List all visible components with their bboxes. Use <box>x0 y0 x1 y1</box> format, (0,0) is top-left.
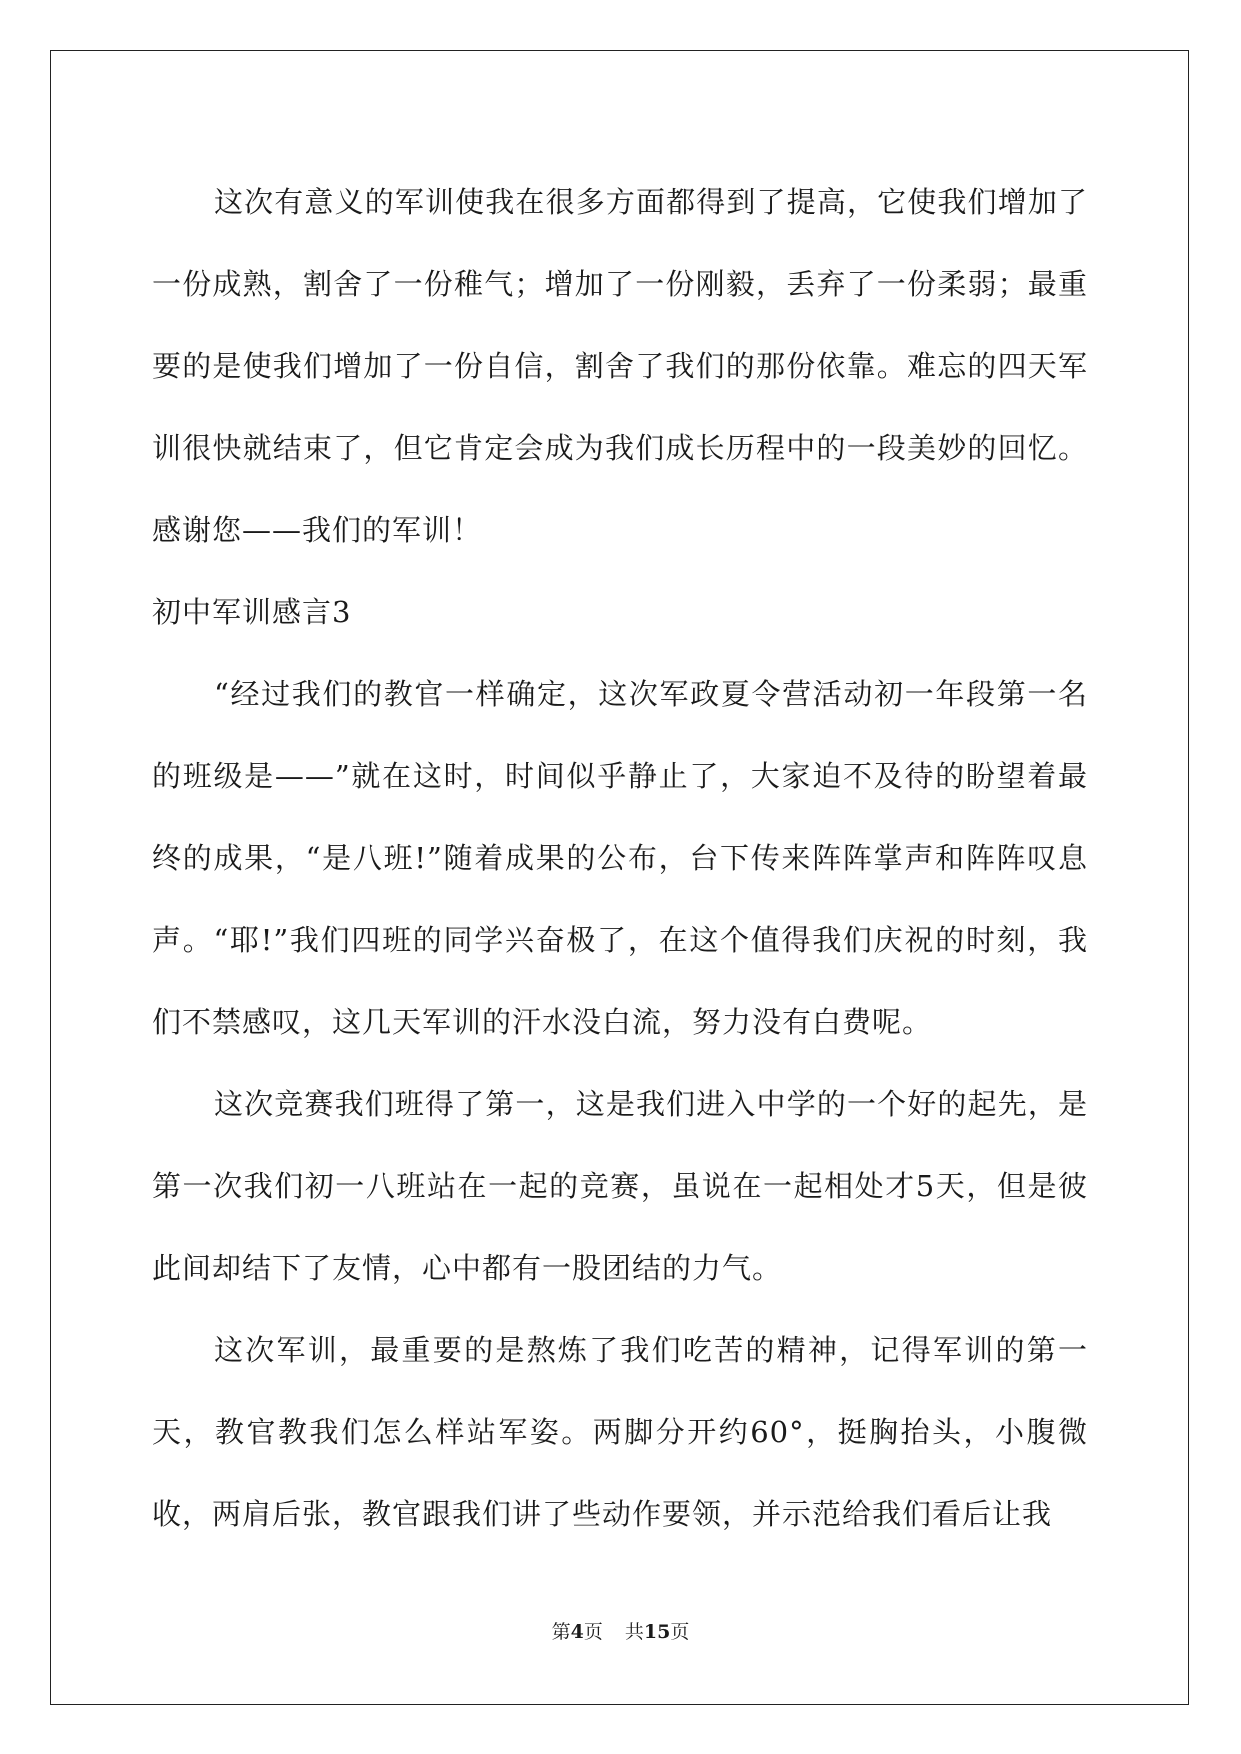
page-footer <box>0 1617 1241 1644</box>
footer-total-prefix: 共 <box>624 1621 644 1643</box>
paragraph: “经过我们的教官一样确定，这次军政夏令营活动初一年段第一名的班级是——”就在这时，时间似乎静止了，大家迫不及待的盼望着最终的成果，“是八班!”随着成果的公布，台下传来阵阵掌声和阵阵叹息声。“耶!”我们四班的同学兴奋极了，在这个值得我们庆祝的时刻，我们不禁感叹，这几天军训的汗水没白流，努力没有白费呢。 <box>152 677 1088 1039</box>
section-heading: 初中军训感言3 <box>152 595 352 629</box>
footer-total-pages: 15 <box>643 1621 671 1643</box>
footer-page-prefix: 第 <box>551 1621 571 1643</box>
footer-page-suffix: 页 <box>583 1621 603 1643</box>
footer-page-number: 4 <box>570 1621 584 1643</box>
paragraph: 这次军训，最重要的是熬炼了我们吃苦的精神，记得军训的第一天，教官教我们怎么样站军姿。两脚分开约60°，挺胸抬头，小腹微收，两肩后张，教官跟我们讲了些动作要领，并示范给我们看后让我 <box>152 1333 1088 1531</box>
footer-total-suffix: 页 <box>670 1621 690 1643</box>
paragraph: 这次竞赛我们班得了第一，这是我们进入中学的一个好的起先，是第一次我们初一八班站在一起的竞赛，虽说在一起相处才5天，但是彼此间却结下了友情，心中都有一股团结的力气。 <box>152 1087 1088 1285</box>
paragraph: 这次有意义的军训使我在很多方面都得到了提高，它使我们增加了一份成熟，割舍了一份稚气；增加了一份刚毅，丢弃了一份柔弱；最重要的是使我们增加了一份自信，割舍了我们的那份依靠。难忘的四天军训很快就结束了，但它肯定会成为我们成长历程中的一段美妙的回忆。感谢您——我们的军训！ <box>152 185 1088 547</box>
document-body <box>152 161 1088 1555</box>
